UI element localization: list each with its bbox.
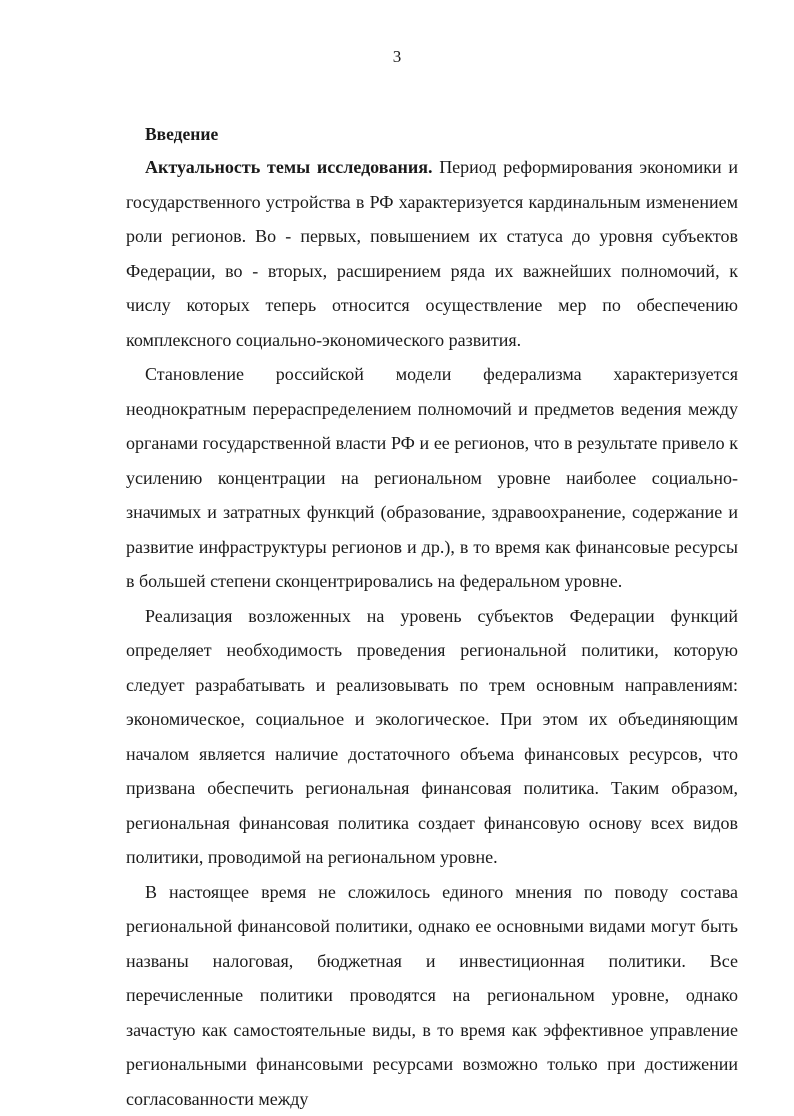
paragraph-text: В настоящее время не сложилось единого мнения по поводу состава региональной финансовой политики, однако ее основными видами могут быть названы налоговая, бюджетная и инвестиционная политики. Все перечисленные политики проводятся на региональном уровне, однако зачастую как самостоятельные виды, в то время как эффективное управление региональными финансовыми ресурсами возможно только при достижении согласованности между [126,882,738,1109]
paragraph-3 [126,599,738,875]
section-heading: Введение [126,118,738,150]
paragraph-text: Реализация возложенных на уровень субъектов Федерации функций определяет необходимость проведения региональной политики, которую следует разрабатывать и реализовывать по трем основным направлениям: экономическое, социальное и экологическое. При этом их объединяющим началом является наличие достаточного объема финансовых ресурсов, что призвана обеспечить региональная финансовая политика. Таким образом, региональная финансовая политика создает финансовую основу всех видов политики, проводимой на региональном уровне. [126,606,738,868]
paragraph-2 [126,357,738,599]
paragraph-1 [126,150,738,357]
paragraph-text: Период реформирования экономики и государственного устройства в РФ характеризуется кардинальным изменением роли регионов. Во - первых, повышением их статуса до уровня субъектов Федерации, во - вторых, расширением ряда их важнейших полномочий, к числу которых теперь относится осуществление мер по обеспечению комплексного социально-экономического развития. [126,157,738,350]
paragraph-text: Становление российской модели федерализма характеризуется неоднократным перераспределением полномочий и предметов ведения между органами государственной власти РФ и ее регионов, что в результате привело к усилению концентрации на региональном уровне наиболее социально-значимых и затратных функций (образование, здравоохранение, содержание и развитие инфраструктуры регионов и др.), в то время как финансовые ресурсы в большей степени сконцентрировались на федеральном уровне. [126,364,738,591]
page-number: 3 [0,47,794,67]
body-text [126,118,738,1116]
paragraph-lead: Актуальность темы исследования. [145,157,432,177]
paragraph-4 [126,875,738,1116]
